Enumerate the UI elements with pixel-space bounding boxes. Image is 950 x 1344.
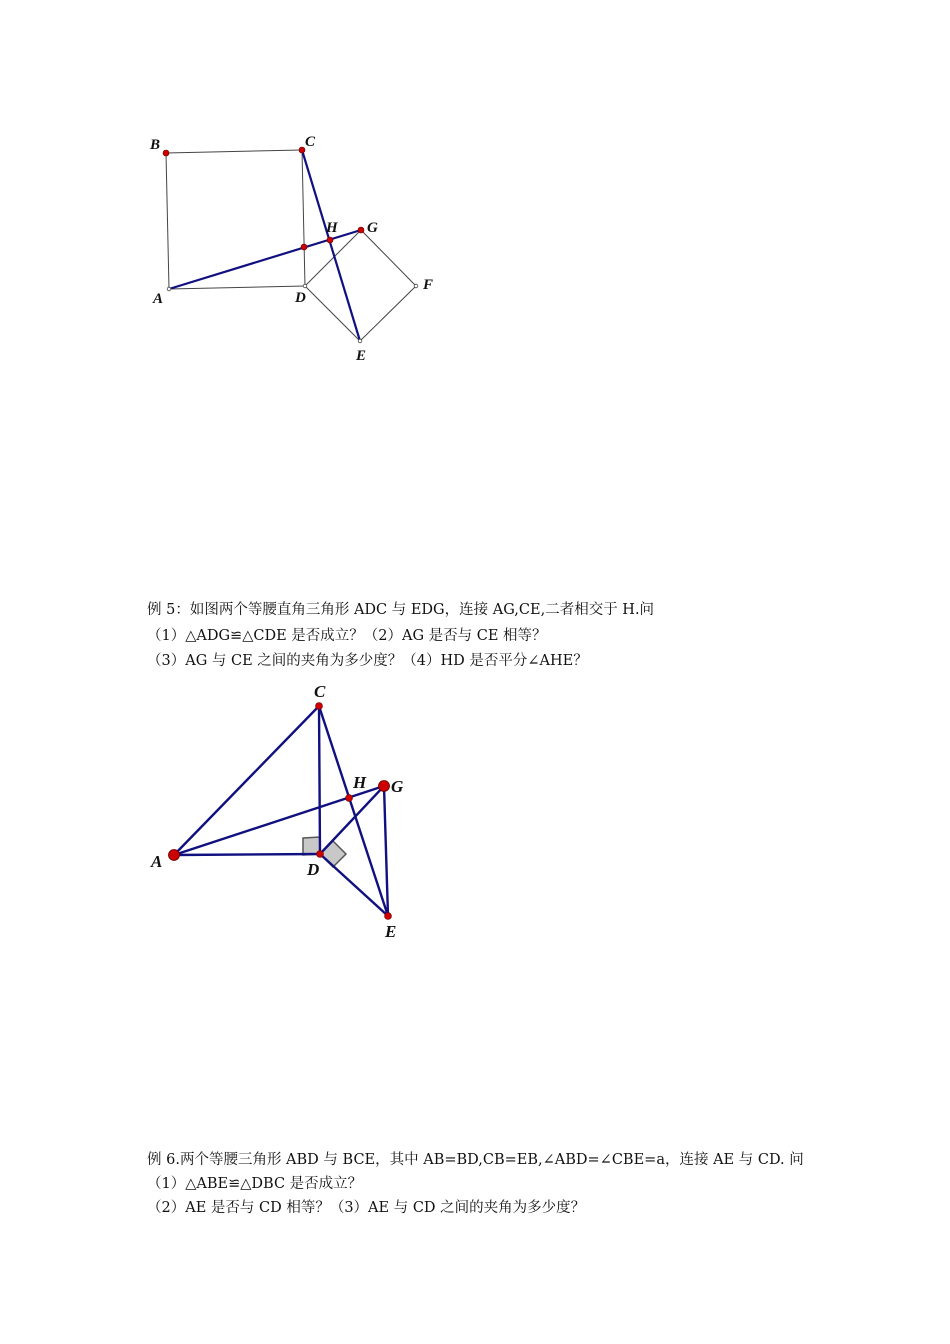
label-D: D — [295, 290, 306, 306]
label-H: H — [353, 773, 367, 792]
label-A: A — [151, 852, 163, 871]
point-G — [379, 781, 390, 792]
point-H — [346, 795, 353, 802]
segment-AD — [174, 854, 320, 855]
label-E: E — [356, 348, 367, 364]
example-6-question-1: （1）△ABE≌△DBC 是否成立？ — [147, 1176, 363, 1192]
segment-CD — [319, 706, 320, 854]
label-F: F — [423, 277, 434, 293]
label-A: A — [153, 291, 164, 307]
label-B: B — [150, 137, 161, 153]
label-C: C — [305, 134, 316, 150]
point-D — [317, 851, 324, 858]
example-5-question-1: （1）△ADG≌△CDE 是否成立？（2）AG 是否与 CE 相等？ — [147, 628, 547, 644]
point-C — [316, 703, 323, 710]
example-6-title: 例 6.两个等腰三角形 ABD 与 BCE，其中 AB=BD,CB=EB,∠ABD=∠CBE=a，连接 AE 与 CD. 问 — [147, 1152, 804, 1168]
label-H: H — [326, 220, 338, 236]
segment-AC — [174, 706, 319, 855]
label-D: D — [307, 860, 320, 879]
label-C: C — [314, 682, 326, 701]
label-G: G — [391, 777, 404, 796]
label-E: E — [385, 922, 397, 941]
label-G: G — [367, 220, 378, 236]
example-5-question-2: （3）AG 与 CE 之间的夹角为多少度？（4）HD 是否平分∠AHE？ — [147, 653, 588, 669]
segment-GE — [384, 786, 388, 916]
right-angle-marker-EDG — [320, 841, 346, 867]
point-E — [385, 913, 392, 920]
point-A — [169, 850, 180, 861]
example-5-title: 例 5：如图两个等腰直角三角形 ADC 与 EDG，连接 AG,CE,二者相交于 H.问 — [147, 602, 655, 618]
example-6-question-2: （2）AE 是否与 CD 相等？（3）AE 与 CD 之间的夹角为多少度？ — [147, 1200, 586, 1216]
